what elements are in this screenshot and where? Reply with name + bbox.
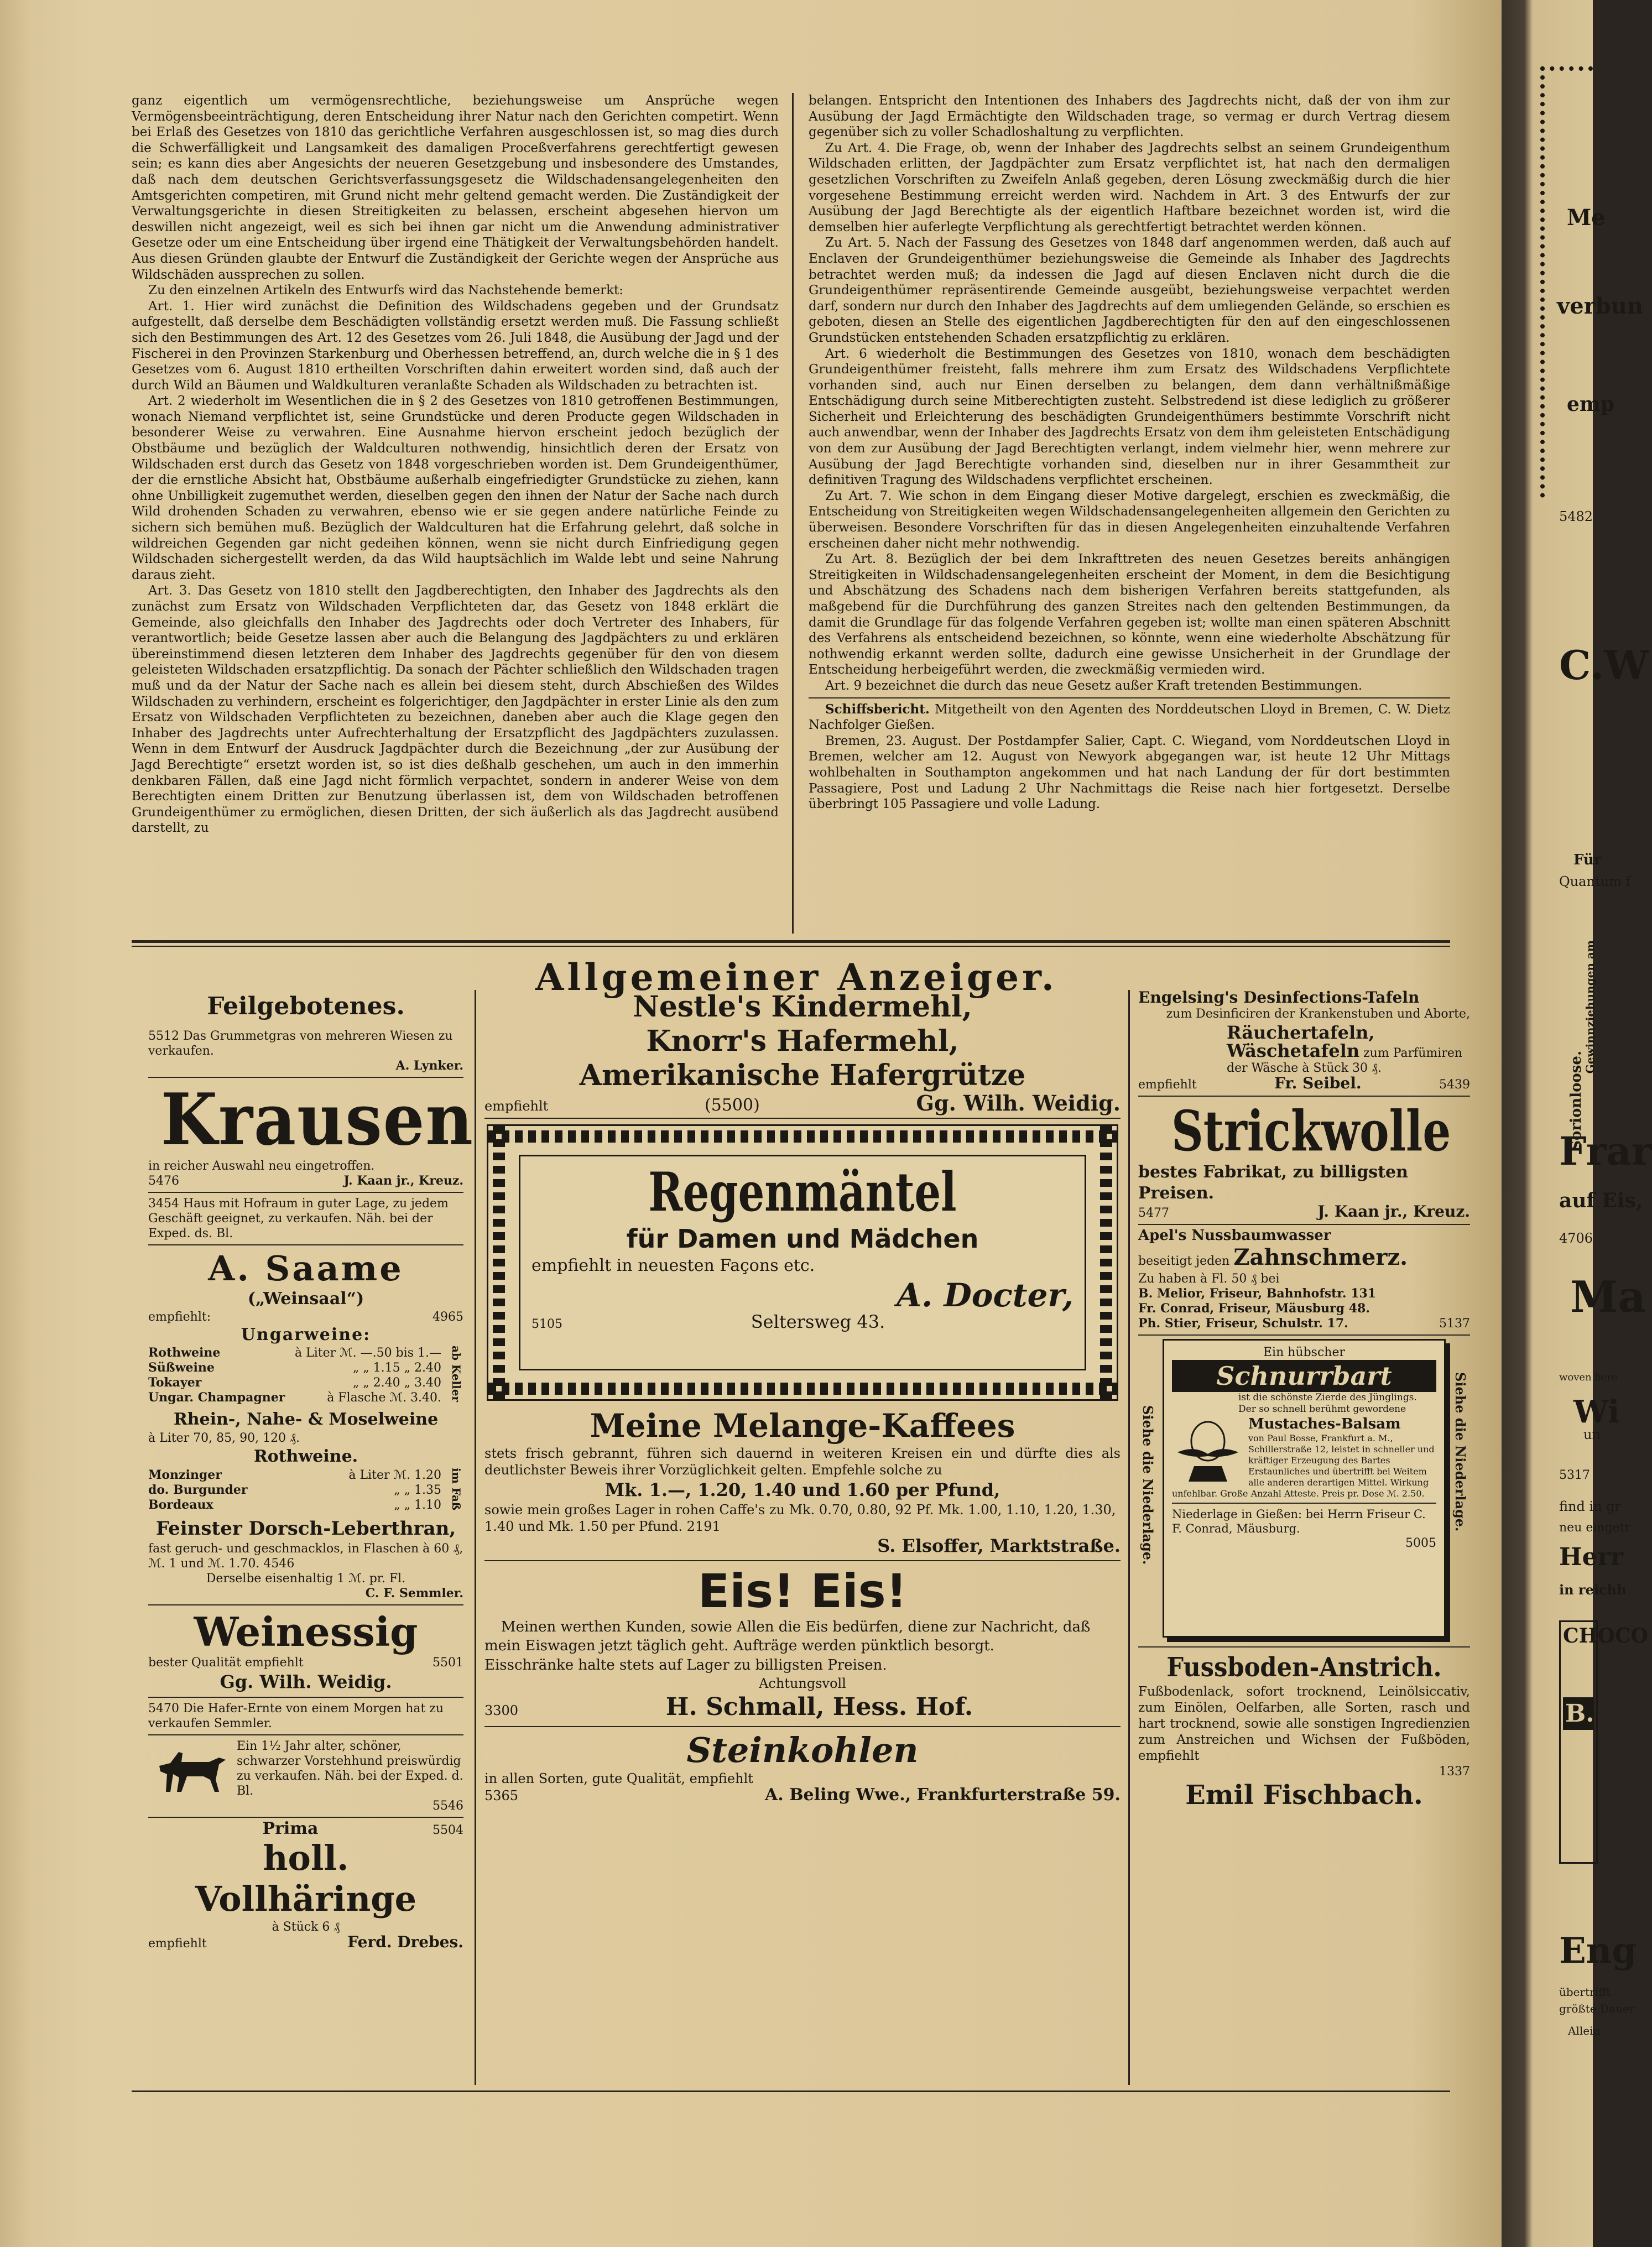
ad-signature: J. Kaan jr., Kreuz. (1317, 1202, 1470, 1221)
ad-rule (148, 1817, 463, 1818)
ad-text: empfiehlt (1138, 1078, 1197, 1092)
edge-fragment: auf Eis, (1559, 1189, 1643, 1212)
saame-subtitle: („Weinsaal“) (247, 1289, 364, 1308)
section-rule-thin (132, 946, 1450, 947)
price-row (148, 1375, 441, 1390)
eis-acht: Achtungsvoll (759, 1676, 846, 1691)
ads-left-column (148, 990, 474, 2090)
ad-signature: H. Schmall, Hess. Hof. (665, 1693, 973, 1721)
ad-signature: Gg. Wilh. Weidig. (220, 1671, 392, 1692)
bearded-face-icon (1172, 1416, 1244, 1483)
strick-text: bestes Fabrikat, zu billigsten Preisen. (1138, 1162, 1408, 1203)
ad-signature: Fr. Seibel. (1274, 1074, 1362, 1092)
edge-border (1540, 66, 1593, 498)
paragraph: Zu Art. 5. Nach der Fassung des Gesetzes von 1848 darf angenommen werden, daß auch auf Enclaven der Grundeigenthümer beziehungsweise die Gemeinde als Inhaber des Jagdrechts betrachtet werden muß; da indessen die Jagd auf diesen Enclaven nicht durch die die Grundeigenthümer repräsentirende Gemeinde ausgeübt, beziehungsweise verpachtet werden darf, sondern nur durch den Inhaber des Jagdrechts auf dem umliegenden Gelände, so erschien es geboten, diesen an Stelle des eigentlichen Jagdberechtigten für den auf den eingeschlossenen Grundstücken entstehenden Schaden ersatzpflichtig zu erklären. (809, 236, 1450, 345)
ad-rule (1138, 1646, 1470, 1648)
apel-list-item: B. Melior, Friseur, Bahnhofstr. 131 (1138, 1286, 1377, 1301)
price-row (148, 1483, 441, 1498)
ad-text: beseitigt jeden (1138, 1254, 1230, 1268)
wine-price: à Flasche ℳ. 3.40. (327, 1391, 441, 1405)
amerik-line: Amerikanische Hafergrütze (579, 1059, 1026, 1092)
adjacent-page-edge (1502, 0, 1652, 2247)
haus-ad (148, 1196, 463, 1241)
wine-name: Tokayer (148, 1375, 202, 1390)
vertical-note: ab Keller (450, 1346, 463, 1403)
ad-rule (148, 1697, 463, 1698)
ad-signature: Emil Fischbach. (1185, 1780, 1423, 1811)
ad-text: zum Parfümiren der Wäsche à Stück 30 ₰. (1227, 1046, 1463, 1075)
ad-number: 5137 (1439, 1317, 1470, 1331)
rhein-price: à Liter 70, 85, 90, 120 ₰. (148, 1431, 300, 1445)
ad-text: bester Qualität empfiehlt (148, 1656, 304, 1670)
dorsch-title: Feinster Dorsch-Leberthran, (155, 1518, 456, 1540)
krausen-footer (148, 1174, 463, 1188)
edge-fragment: 5482 (1559, 509, 1593, 524)
shipping-heading: Schiffsbericht. (825, 701, 930, 717)
wine-price: à Liter ℳ. 1.20 (348, 1468, 441, 1482)
ads-middle-column (484, 990, 1121, 2090)
paragraph: Art. 3. Das Gesetz von 1810 stellt den Jagdberechtigten, den Inhaber des Jagdrechts als den zunächst zum Ersatz von Wildschaden Verpflichteten dar, das Gesetz von 1848 erklärt die Gemeinde, also gleichfalls den Inhaber des Jagdrechts oder doch Vertreter des Inhabers, für verantwortlich; beide Gesetze lassen aber auch die Belangung des Jagdpächters zu und erklären übereinstimmend diesen letzteren dem Inhaber des Jagdrechts gegenüber für den von diesem geleisteten Wildschaden ersatzpflichtig. Da sonach der Pächter schließlich den Wildschaden tragen muß und da der Natur der Sache nach es allein bei diesem steht, durch Abschießen des Wildes Wildschaden zu verhindern, erscheint es folgerichtiger, den Jagdpächter in erster Linie als den zum Ersatz von Wildschaden Verpflichteten zu bezeichnen, daneben aber auch die Klage gegen den Inhaber des Jagdrechts unter Aufrechterhaltung der Ersatzpflicht des Jagdpächters zuzulassen. Wenn in dem Entwurf der Ausdruck Jagdpächter durch die Bezeichnung „der zur Ausübung der Jagd Berechtigte“ ersetzt worden ist, so ist dies deßhalb geschehen, um auch in den immerhin denkbaren Fällen, daß eine Jagd nicht förmlich verpachtet, sondern in anderer Weise von dem Berechtigten einem Dritten zur Benutzung überlassen ist, dem von Wildschaden betroffenen Grundeigenthümer zu ermöglichen, diesen Dritten, der sich äußerlich als das Jagdrecht ausübend darstellt, zu (132, 583, 779, 836)
ad-rule (148, 1734, 463, 1735)
ad-number: 5504 (432, 1823, 463, 1837)
diamond-border-bottom (488, 1383, 1117, 1395)
edge-fragment: 5317 (1559, 1468, 1590, 1482)
strick-footer (1138, 1204, 1470, 1221)
wine-name: Bordeaux (148, 1498, 213, 1512)
edge-fragment: Ma (1570, 1272, 1646, 1322)
paragraph: Zu Art. 7. Wie schon in dem Eingang dieser Motive dargelegt, erschien es zweckmäßig, die Entscheidung von Streitigkeiten wegen Wildschadensangelegenheiten allgemein den Gerichten zu überweisen. Besondere Vorschriften für das in diesen Angelegenheiten einzuhaltende Verfahren erscheinen daher nicht mehr nothwendig. (809, 488, 1450, 551)
ad-rule (1172, 1503, 1436, 1504)
engel-line1 (1138, 990, 1470, 1007)
schn-title: Schnurrbart (1172, 1360, 1436, 1392)
ungar-table (148, 1346, 463, 1405)
inner-frame (519, 1155, 1086, 1370)
ad-rule (1138, 1334, 1470, 1336)
saame-emp-row (148, 1310, 463, 1325)
regenmaentel-ad (487, 1124, 1118, 1401)
voll-footer (148, 1935, 463, 1951)
wine-name: do. Burgunder (148, 1483, 248, 1497)
ad-text: fast geruch- und geschmacklos, in Flaschen à 60 ₰, ℳ. 1 und ℳ. 1.70. (148, 1542, 463, 1571)
hund-ad (148, 1739, 463, 1798)
right-text-column (809, 93, 1450, 934)
edge-fragment: Eng (1559, 1930, 1637, 1972)
regen-subtitle: für Damen und Mädchen (626, 1224, 979, 1254)
edge-fragment: Sorionloose. (1568, 1051, 1585, 1151)
ad-heading: Engelsing's Desinfections-Tafeln (1138, 988, 1420, 1007)
edge-fragment: neu eingetr (1559, 1521, 1631, 1535)
fussboden-title: Fussboden-Anstrich. (1166, 1652, 1442, 1683)
eis-footer (484, 1692, 1121, 1723)
weinessig-row (148, 1655, 463, 1670)
section-title: Allgemeiner Anzeiger. (535, 956, 1057, 999)
edge-fragment: emp (1567, 393, 1615, 416)
edge-fragment: Allein (1568, 2024, 1601, 2037)
ad-signature: S. Elsoffer, Marktstraße. (877, 1535, 1121, 1556)
ad-number: 3300 (484, 1703, 519, 1718)
paragraph: Art. 9 bezeichnet die durch das neue Gesetz außer Kraft tretenden Bestimmungen. (825, 678, 1363, 693)
ad-signature: Ferd. Drebes. (347, 1933, 463, 1951)
edge-fragment: woven bere (1559, 1372, 1618, 1383)
weidig-footer (484, 1091, 1121, 1115)
schn-niederlage: Niederlage in Gießen: bei Herrn Friseur C. F. Conrad, Mäusburg. (1172, 1508, 1426, 1535)
ad-text: Das Grummetgras von mehreren Wiesen zu verkaufen. (148, 1029, 453, 1058)
bottom-rule (132, 2090, 1450, 2092)
paragraph: belangen. Entspricht den Intentionen des Inhabers des Jagdrechts nicht, daß der von ihm zur Ausübung der Jagd Ermächtigte den Wildschaden trage, so vermag er durch Vertrag diesem gegenüber sich zu voller Schadloshaltung zu verpflichten. (809, 93, 1450, 140)
apel-list-item: Ph. Stier, Friseur, Schulstr. 17. (1138, 1316, 1348, 1331)
ad-rule (1138, 1096, 1470, 1097)
wine-name: Monzinger (148, 1468, 222, 1482)
engel-footer (1138, 1076, 1470, 1092)
edge-fragment: CHOCO (1563, 1624, 1649, 1648)
ad-text: sowie mein großes Lager in rohen Caffe's zu Mk. 0.70, 0.80, 92 Pf. Mk. 1.00, 1.10, 1.20, 1.30, 1.40 und Mk. 1.50 per Pfund. (484, 1502, 1116, 1534)
edge-fragment: Wi (1573, 1394, 1620, 1430)
edge-fragment: Quantum f (1559, 874, 1631, 889)
ad-rule (148, 1077, 463, 1078)
nestle-line: Nestle's Kindermehl, (633, 990, 972, 1024)
ad-number: 5005 (1405, 1536, 1436, 1550)
ad-number: 5470 (148, 1702, 179, 1716)
vertical-note: Siehe die Niederlage. (1140, 1405, 1156, 1565)
prima-row (148, 1821, 463, 1838)
ad-text: Die Hafer-Ernte von einem Morgen hat zu verkaufen Semmler. (148, 1702, 444, 1730)
shipping-report (809, 702, 1450, 733)
paragraph: Zu Art. 4. Die Frage, ob, wenn der Inhaber des Jagdrechts selbst an seinem Grundeigenthum Wildschaden erlitten, der Jagdpächter zum Ersatz verpflichtet ist, hat nach den dermaligen gesetzlichen Vorschriften zu Zweifeln Anlaß gegeben, deren Lösung zweckmäßig durch die hier vorgesehene Bestimmung erreicht werden wird. Nachdem in Art. 3 des Entwurfs der zur Ausübung der Jagd Berechtigte als der eigentlich Haftbare bezeichnet worden ist, wird die demselben hier auferlegte Verpflichtung als gerechtfertigt betrachtet werden können. (809, 140, 1450, 234)
price-row (148, 1360, 441, 1375)
shipping-intro: Mitgetheilt von den Agenten des Norddeutschen Lloyd in Bremen, C. W. Dietz Nachfolger Gießen. (809, 702, 1450, 733)
saame-title: A. Saame (208, 1248, 404, 1289)
paragraph: Zu Art. 8. Bezüglich der bei dem Inkrafttreten des neuen Gesetzes bereits anhängigen Streitigkeiten in Wildschadensangelegenheiten erscheint der Moment, in dem die Besichtigung und Abschätzung des Schadens nach dem bisherigen Verfahren bereits stattgefunden, als maßgebend für die Durchführung des ganzen Streites nach den geltenden Bestimmungen, da damit die Grundlage für das folgende Verfahren gegeben ist; wollte man einen späteren Abschnitt des Verfahrens als entscheidend bezeichnen, so könnte, wenn eine wiederholte Abschätzung für nothwendig erkannt werden sollte, dadurch eine gewisse Unsicherheit in der Grundlage der Entscheidung herbeigeführt werden, die zweckmäßig vermieden wird. (809, 552, 1450, 677)
stein-text: in allen Sorten, gute Qualität, empfiehlt (484, 1771, 753, 1786)
ad-number: 5439 (1439, 1078, 1470, 1092)
eis-title: Eis! Eis! (697, 1564, 908, 1618)
price-row (148, 1498, 441, 1513)
ad-number: 3454 (148, 1197, 179, 1211)
vollhaeringe-title: holl. Vollhäringe (195, 1838, 417, 1919)
ad-column-divider (1128, 990, 1130, 2085)
edge-fragment: in reichh (1559, 1582, 1627, 1598)
paragraph: Zu den einzelnen Artikeln des Entwurfs wird das Nachstehende bemerkt: (148, 283, 623, 298)
grummet-ad (148, 1029, 463, 1059)
feilgebotenes-heading: Feilgebotenes. (207, 992, 405, 1020)
ad-text: Zu haben à Fl. 50 ₰ bei (1138, 1272, 1280, 1286)
ad-heading: Apel's Nussbaumwasser (1138, 1227, 1331, 1244)
ad-number: 5105 (531, 1317, 562, 1331)
dorsch-text2: Derselbe eisenhaltig 1 ℳ. pr. Fl. (206, 1572, 406, 1586)
ad-signature: A. Beling Wwe., Frankfurterstraße 59. (765, 1785, 1121, 1805)
kaffee-text2 (484, 1502, 1121, 1535)
ad-rule (484, 1560, 1121, 1561)
paragraph: ganz eigentlich um vermögensrechtliche, beziehungsweise um Ansprüche wegen Vermögensbeeinträchtigung, deren Entscheidung ihrer Natur nach den Gerichten competirt. Wenn bei Erlaß des Gesetzes von 1810 das gerichtliche Verfahren ausgeschlossen ist, so mag dies durch die Schwerfälligkeit und Langsamkeit des damaligen Proceßverfahrens gerechtfertigt gewesen sein; es kann dies aber Angesichts der neueren Gesetzgebung und insbesondere des Umstandes, daß nach dem deutschen Gerichtsverfassungsgesetz die Wildschadensangelegenheiten den Amtsgerichten competiren, mit Grund nicht mehr geltend gemacht werden. Die Zuständigkeit der Verwaltungsgerichte in diesen Streitigkeiten zu belassen, erscheint abgesehen hiervon um deswillen nicht angezeigt, weil es sich bei ihnen gar nicht um die Anwendung administrativer Gesetze oder um eine Entscheidung über irgend eine Thätigkeit der Verwaltungsbehörden handelt. Aus diesen Gründen glaubte der Entwurf die Zuständigkeit der Gerichte wegen der Ansprüche aus Wildschäden aussprechen zu sollen. (132, 93, 779, 282)
ad-text: zum Desinficiren der Krankenstuben und Aborte, (1166, 1007, 1470, 1021)
schnurrbart-ad (1138, 1339, 1470, 1638)
ad-number: 5546 (432, 1799, 463, 1813)
left-text-column (132, 93, 779, 934)
ad-signature: A. Lynker. (395, 1059, 463, 1073)
diamond-border-right (1100, 1126, 1112, 1399)
diamond-border-left (493, 1126, 505, 1399)
ad-rule (148, 1244, 463, 1245)
vertical-note: im Faß (450, 1468, 463, 1510)
kaffee-title: Meine Melange-Kaffees (590, 1407, 1015, 1445)
regen-text: empfiehlt in neuesten Façons etc. (531, 1256, 815, 1275)
regen-address: Seltersweg 43. (751, 1311, 885, 1332)
edge-fragment: 4706 (1559, 1231, 1593, 1246)
wine-price: „ „ 2.40 „ 3.40 (352, 1376, 441, 1390)
edge-fragment: übertrifft (1559, 1985, 1611, 1999)
wine-name: Süßweine (148, 1360, 215, 1375)
ad-number: 5477 (1138, 1206, 1169, 1220)
ad-number: 4965 (432, 1310, 463, 1324)
engel-line3 (1138, 1040, 1470, 1076)
paragraph: Art. 6 wiederholt die Bestimmungen des Gesetzes von 1810, wonach dem beschädigten Grundeigenthümer freisteht, falls mehrere ihm zum Ersatz des Wildschadens Verpflichtete vorhanden sind, auch nur Einen derselben zu belangen, dem dann verhältnißmäßige Entschädigung durch seine Mitberechtigten zusteht. Selbstredend ist diese lediglich zu größerer Sicherheit und Erleichterung des beschädigten Grundeigenthümers bestimmte Vorschrift nicht auch anwendbar, wenn der Inhaber des Jagdrechts Ersatz von dem ihm geleisteten Entschädigung von dem zur Ausübung der Jagd Berechtigten verlangt, indem vielmehr hier, wenn mehrere zur Ausübung der Jagd Berechtigte vorhanden sind, dieselben nur in ihrer Gesammtheit zur definitiven Tragung des Wildschadens verpflichtet erscheinen. (809, 346, 1450, 488)
ad-number: 1337 (1439, 1765, 1470, 1779)
weinessig-title: Weinessig (194, 1608, 418, 1655)
ad-rule (484, 1726, 1121, 1727)
schn-product: Mustaches-Balsam (1248, 1416, 1401, 1432)
shipping-body: Bremen, 23. August. Der Postdampfer Salier, Capt. C. Wiegand, vom Norddeutschen Lloyd in Bremen, welcher am 12. August von Newyork abgegangen war, ist heute 12 Uhr Mittags wohlbehalten in Southampton angekommen und hat nach Landung der für dort bestimmten Passagiere, Post und Ladung 2 Uhr Nachmittags die Reise nach hier fortgesetzt. Derselbe überbringt 105 Passagiere und volle Ladung. (809, 733, 1450, 812)
schnurrbart-box (1163, 1339, 1446, 1638)
schn-pre: Ein hübscher (1263, 1346, 1345, 1359)
kaffee-prices: Mk. 1.—, 1.20, 1.40 und 1.60 per Pfund, (604, 1479, 1000, 1500)
strickwolle-title: Strickwolle (1171, 1098, 1451, 1164)
stein-footer (484, 1787, 1121, 1804)
edge-fragment: Frar (1559, 1128, 1652, 1174)
ad-number: (5500) (705, 1096, 760, 1115)
krausen-title: Krausen (160, 1078, 474, 1161)
price-row (148, 1468, 441, 1483)
apel-line (1138, 1244, 1470, 1271)
ad-text: empfiehlt (148, 1937, 207, 1951)
column-divider (792, 93, 794, 934)
ungar-heading: Ungarweine: (241, 1325, 371, 1344)
section-rule (132, 940, 1450, 943)
wine-price: „ „ 1.35 (394, 1483, 441, 1497)
edge-fragment: Me (1567, 205, 1606, 231)
ad-text: empfiehlt: (148, 1310, 211, 1324)
schn-text: ist die schönste Zierde des Jünglings. Der so schnell berühmt gewordene (1238, 1392, 1417, 1415)
ad-rule (1138, 1224, 1470, 1225)
ad-signature: C. F. Semmler. (365, 1586, 463, 1600)
wine-name: Rothweine (148, 1346, 221, 1360)
ad-signature: J. Kaan jr., Kreuz. (343, 1174, 463, 1188)
price-row (148, 1390, 441, 1405)
edge-fragment: verbun (1557, 293, 1643, 319)
vertical-note: Siehe die Niederlage. (1452, 1372, 1468, 1532)
rhein-heading: Rhein-, Nahe- & Moselweine (173, 1410, 439, 1429)
ad-number: 5501 (432, 1656, 463, 1670)
edge-fragment: find in gr (1559, 1499, 1622, 1514)
schn-maker: von Paul Bosse, Frankfurt a. M., Schillerstraße 12, leistet in schneller und kräftiger Erzeugung des Bartes Erstaunliches und übertrifft bei Weitem alle anderen derartigen Mittel. Wirkung unfehlbar. Große Anzahl Atteste. Preis pr. Dose ℳ. 2.50. (1172, 1433, 1435, 1499)
eis-text2: Eisschränke halte stets auf Lager zu billigsten Preisen. (484, 1657, 887, 1673)
roth-heading: Rothweine. (253, 1447, 358, 1466)
price-row (148, 1346, 441, 1360)
wine-price: à Liter ℳ. —.50 bis 1.— (294, 1346, 441, 1360)
krausen-text: in reicher Auswahl neu eingetroffen. (148, 1159, 375, 1173)
edge-fragment: B. (1563, 1697, 1594, 1730)
ad-text: empfiehlt (484, 1098, 549, 1114)
apel-list-item: Fr. Conrad, Friseur, Mäusburg 48. (1138, 1301, 1370, 1316)
edge-fragment: Für (1573, 852, 1602, 868)
paragraph: Art. 1. Hier wird zunächst die Definition des Wildschadens gegeben und der Grundsatz aufgestellt, daß derselbe dem Beschädigten vollständig ersetzt werden muß. Die Fassung schließt sich den Bestimmungen des Art. 12 des Gesetzes vom 26. Juli 1848, die Ausübung der Jagd und der Fischerei in den Provinzen Starkenburg und Oberhessen betreffend, an, durch welche die in § 1 des Gesetzes vom 6. August 1810 ertheilten Vorschriften dahin erweitert worden sind, daß auch der durch Wild an Bäumen und Waldkulturen veranlaßte Schaden als Wildschaden zu betrachten ist. (132, 299, 779, 393)
ad-number: 5365 (484, 1788, 519, 1803)
hafer-ad (148, 1701, 463, 1731)
regen-title: Regenmäntel (648, 1161, 957, 1223)
edge-fragment: Herr (1559, 1543, 1623, 1571)
ad-heading: Zahnschmerz. (1233, 1244, 1408, 1270)
ad-text: Haus mit Hofraum in guter Lage, zu jedem Geschäft geeignet, zu verkaufen. Näh. bei der Exped. ds. Bl. (148, 1197, 449, 1240)
edge-fragment: Gewinnziehungen am (1583, 940, 1597, 1074)
ad-number: 2191 (686, 1519, 721, 1534)
engel-line2: Räuchertafeln, (1227, 1022, 1375, 1043)
ad-text: à Stück 6 ₰ (272, 1920, 340, 1934)
regen-signature: A. Docter, (897, 1276, 1073, 1314)
wine-price: „ „ 1.10 (394, 1498, 441, 1512)
ad-number: 5512 (148, 1029, 179, 1043)
dog-icon (148, 1741, 231, 1796)
ad-column-divider (475, 990, 476, 2085)
ads-right-column (1138, 990, 1470, 2090)
kaffee-text: stets frisch gebrannt, führen sich dauernd in weiteren Kreisen ein und dürfte dies als deutlichster Beweis ihrer Vorzüglichkeit gelten. Empfehle solche zu (484, 1446, 1121, 1478)
dorsch-text (148, 1541, 463, 1571)
edge-fragment: C.W (1559, 642, 1649, 689)
wine-name: Ungar. Champagner (148, 1390, 285, 1405)
choco-box (1559, 1620, 1649, 1864)
ad-heading: Wäschetafeln (1227, 1040, 1360, 1061)
edge-fragment: un (1583, 1427, 1601, 1442)
prima-label: Prima (262, 1819, 319, 1838)
ad-text: Ein 1½ Jahr alter, schöner, schwarzer Vorstehhund preiswürdig zu verkaufen. Näh. bei der Exped. d. Bl. (237, 1739, 463, 1798)
steinkohlen-title: Steinkohlen (686, 1730, 919, 1770)
paragraph: Art. 2 wiederholt im Wesentlichen die in § 2 des Gesetzes von 1810 getroffenen Bestimmungen, wonach Niemand verpflichtet ist, seine Grundstücke und deren Producte gegen Wildschaden in besonderer Weise zu verwahren. Eine Ausnahme hiervon erscheint jedoch bezüglich der Obstbäume und bezüglich der Waldculturen nothwendig, hinsichtlich deren der Ersatz von Wildschaden erst durch das Gesetz von 1848 vorgeschrieben worden ist. Dem Grundeigenthümer, der die ernstliche Absicht hat, Obstbäume außerhalb eingefriedigter Grundstücke zu ziehen, kann ohne Unbilligkeit zugemuthet werden, dieselben gegen den ihnen der Natur der Sache nach durch Wild drohenden Schaden zu verwahren, ebenso wie er sie gegen andere natürliche Feinde zu sichern sich bemühen muß. Bezüglich der Waldculturen hat die Erfahrung gelehrt, daß solche in wildreichen Gegenden gar nicht gedeihen können, wenn sie nicht durch Einfriedigung gegen Wildschaden sichergestellt werden, da das Wild hauptsächlich im Walde lebt und seine Nahrung daraus zieht. (132, 394, 779, 582)
ad-rule (484, 1118, 1121, 1119)
edge-fragment: größte Dauer (1559, 2002, 1635, 2015)
eis-text: Meinen werthen Kunden, sowie Allen die Eis bedürfen, diene zur Nachricht, daß mein Eiswagen jetzt täglich geht. Aufträge werden pünktlich besorgt. (484, 1619, 1091, 1654)
shipping-rule (809, 697, 1450, 698)
apel-list-last (1138, 1316, 1470, 1331)
ad-rule (148, 1192, 463, 1193)
apel-head (1138, 1228, 1470, 1244)
knorr-line: Knorr's Hafermehl, (646, 1024, 959, 1058)
ad-number: 4546 (263, 1557, 295, 1571)
fuss-text: Fußbodenlack, sofort trocknend, Leinölsiccativ, zum Einölen, Oelfarben, alle Sorten, rasch und hart trocknend, sowie alle sonstigen Ingredienzien zum Anstreichen und Wichsen der Fußböden, empfiehlt (1138, 1685, 1470, 1763)
ad-signature: Gg. Wilh. Weidig. (916, 1091, 1121, 1115)
ad-rule (148, 1604, 463, 1605)
roth-table (148, 1468, 463, 1513)
regen-footer (531, 1313, 1073, 1333)
wine-price: „ „ 1.15 „ 2.40 (352, 1361, 441, 1375)
ad-number: 5476 (148, 1174, 179, 1188)
diamond-border-top (488, 1130, 1117, 1143)
